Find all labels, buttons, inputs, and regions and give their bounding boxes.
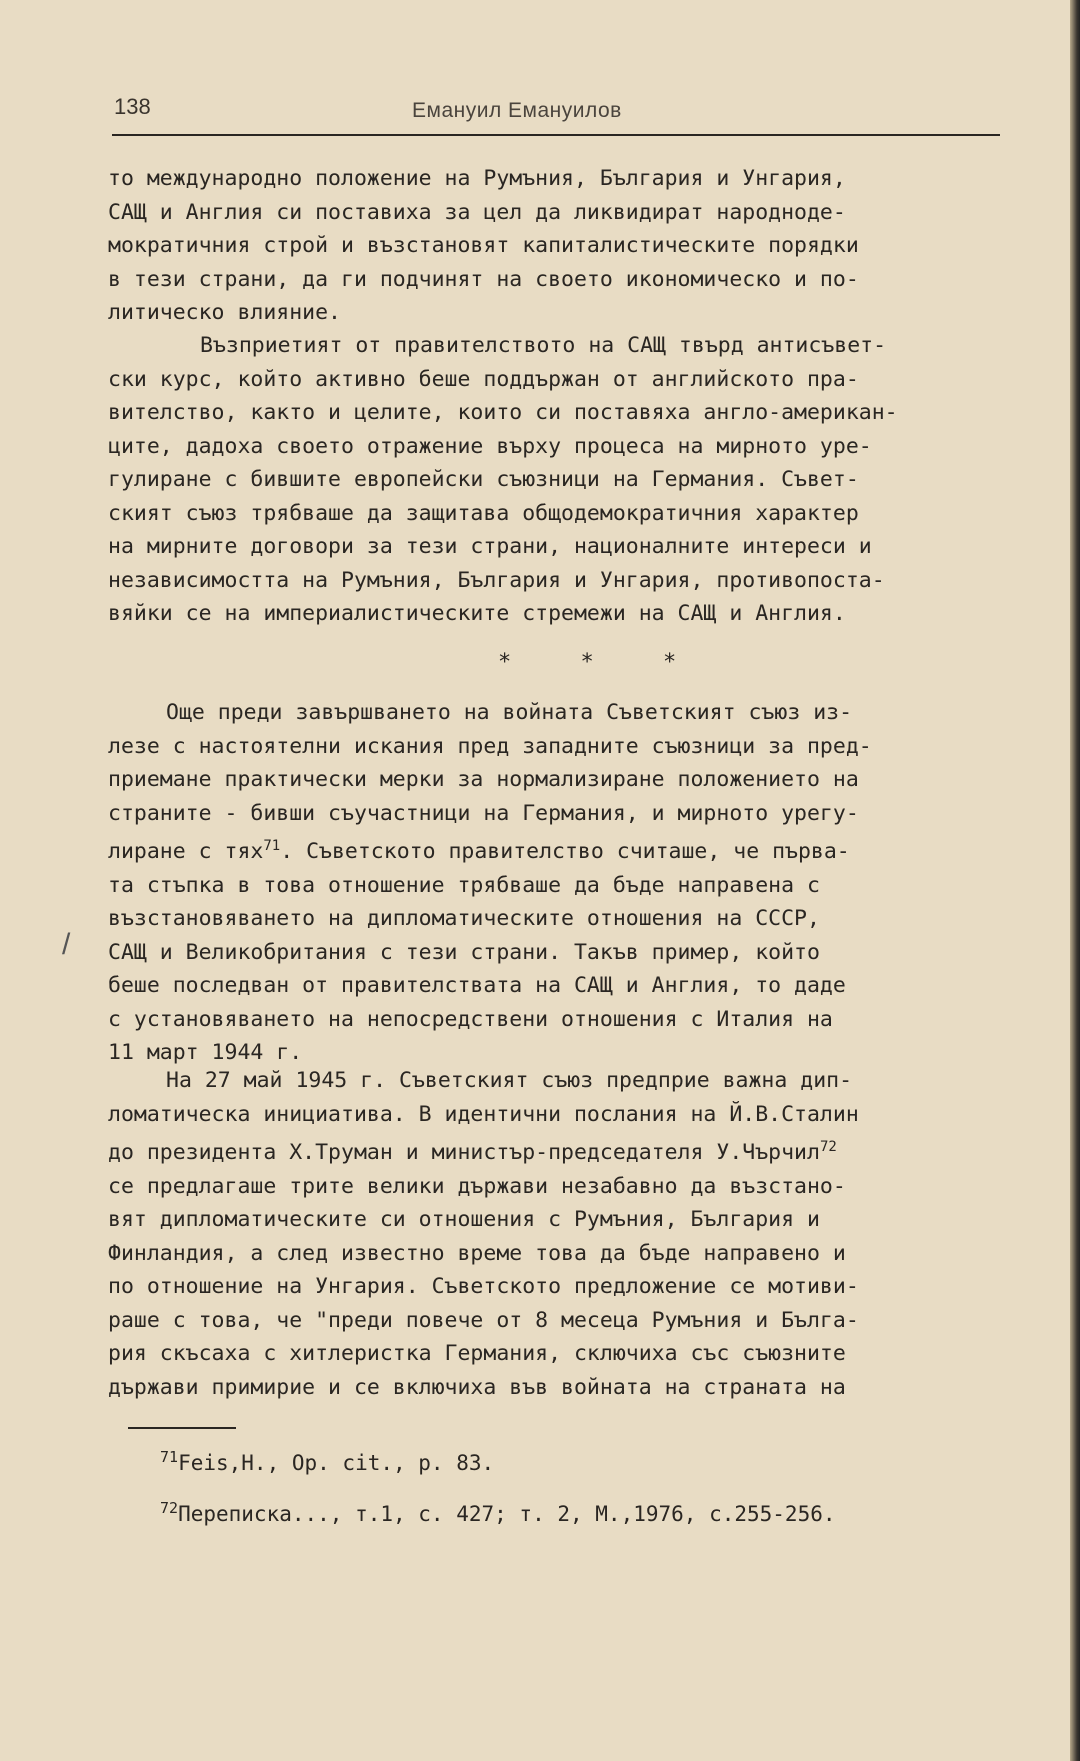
page-edge-shadow (1070, 0, 1080, 1761)
text-line: се предлагаше трите велики държави незабавно да възстано- (108, 1173, 846, 1199)
text-line: 11 март 1944 г. (108, 1040, 303, 1066)
paragraph-3 (108, 696, 1008, 1070)
text-line: възстановяването на дипломатическите отношения на СССР, (108, 906, 820, 932)
text-line: то международно положение на Румъния, България и Унгария, (108, 166, 846, 191)
footnote-71 (160, 1448, 494, 1475)
text-line: вителство, както и целите, които си поставяха англо-американ- (108, 400, 898, 425)
running-head: Емануил Емануилов (412, 99, 622, 122)
text-line: приемане практически мерки за нормализиране положението на (108, 767, 859, 792)
text-line: рия скъсаха с хитлеристка Германия, сключиха със съюзните (108, 1341, 846, 1367)
text-line: ломатическа инициатива. В идентични послания на Й.В.Сталин (108, 1101, 859, 1127)
text-line: по отношение на Унгария. Съветското предложение се мотиви- (108, 1274, 859, 1300)
text-line: Възприетият от правителството на САЩ твърд антисъвет- (200, 333, 887, 358)
text-line: На 27 май 1945 г. Съветският съюз предприе важна дип- (166, 1068, 853, 1093)
text-fragment: . Съветското правителство считаше, че първа- (280, 839, 850, 865)
text-line: мократичния строй и възстановят капиталистическите порядки (108, 233, 859, 258)
text-fragment: лиране с тях (108, 839, 264, 865)
text-line: независимостта на Румъния, България и Унгария, противопоста- (108, 567, 885, 593)
text-line: гулиране с бившите европейски съюзници на Германия. Съвет- (108, 467, 859, 492)
text-line: раше с това, че "преди повече от 8 месеца Румъния и Бълга- (108, 1307, 859, 1333)
text-line: с установяването на непосредствени отношения с Италия на (108, 1006, 833, 1032)
text-line: ски курс, който активно беше поддържан от английското пра- (108, 366, 859, 392)
text-line: страните - бивши съучастници на Германия, и мирното урегу- (108, 800, 859, 826)
text-line: лезе с настоятелни искания пред западните съюзници за пред- (108, 733, 872, 759)
paragraph-1 (108, 162, 1008, 330)
page-header (112, 94, 1000, 136)
footnote-72 (160, 1499, 836, 1526)
paragraph-2 (108, 329, 1008, 631)
footnote-number: 72 (160, 1499, 179, 1517)
text-line: САЩ и Англия си поставиха за цел да ликвидират народноде- (108, 199, 846, 225)
text-line: беше последван от правителствата на САЩ и Англия, то даде (108, 973, 846, 999)
footnote-divider (128, 1427, 236, 1429)
text-line: на мирните договори за тези страни, националните интереси и (108, 534, 872, 559)
page-number: 138 (114, 94, 151, 119)
text-line: държави примирие и се включиха във войната на страната на (108, 1374, 846, 1400)
text-line: вяйки се на империалистическите стремежи на САЩ и Англия. (108, 601, 846, 626)
footnote-ref-71: 71 (263, 838, 281, 854)
text-line: та стъпка в това отношение трябваше да бъде направена с (108, 872, 820, 898)
text-line: Още преди завършването на войната Съветският съюз из- (166, 700, 853, 725)
footnote-text: Переписка..., т.1, с. 427; т. 2, М.,1976, с.255-256. (178, 1502, 836, 1526)
margin-pencil-mark: / (62, 928, 71, 961)
footnote-text: Feis,H., Op. cit., p. 83. (178, 1451, 495, 1475)
text-line: ците, дадоха своето отражение върху процеса на мирното уре- (108, 433, 872, 459)
text-line: Финландия, а след известно време това да бъде направено и (108, 1240, 846, 1266)
footnote-number: 71 (160, 1448, 179, 1466)
text-line: литическо влияние. (108, 300, 341, 325)
text-fragment: до президента Х.Труман и министър-председателя У.Чърчил (108, 1140, 820, 1166)
paragraph-4 (108, 1064, 1008, 1404)
section-separator: * * * (498, 650, 705, 675)
text-line-with-footnote (108, 1131, 1008, 1170)
text-line: ският съюз трябваше да защитава общодемократичния характер (108, 500, 859, 526)
text-line-with-footnote (108, 830, 1008, 869)
text-line: САЩ и Великобритания с тези страни. Такъв пример, който (108, 939, 820, 965)
text-line: в тези страни, да ги подчинят на своето икономическо и по- (108, 266, 859, 292)
footnote-ref-72: 72 (819, 1139, 837, 1155)
text-line: вят дипломатическите си отношения с Румъния, България и (108, 1207, 820, 1233)
